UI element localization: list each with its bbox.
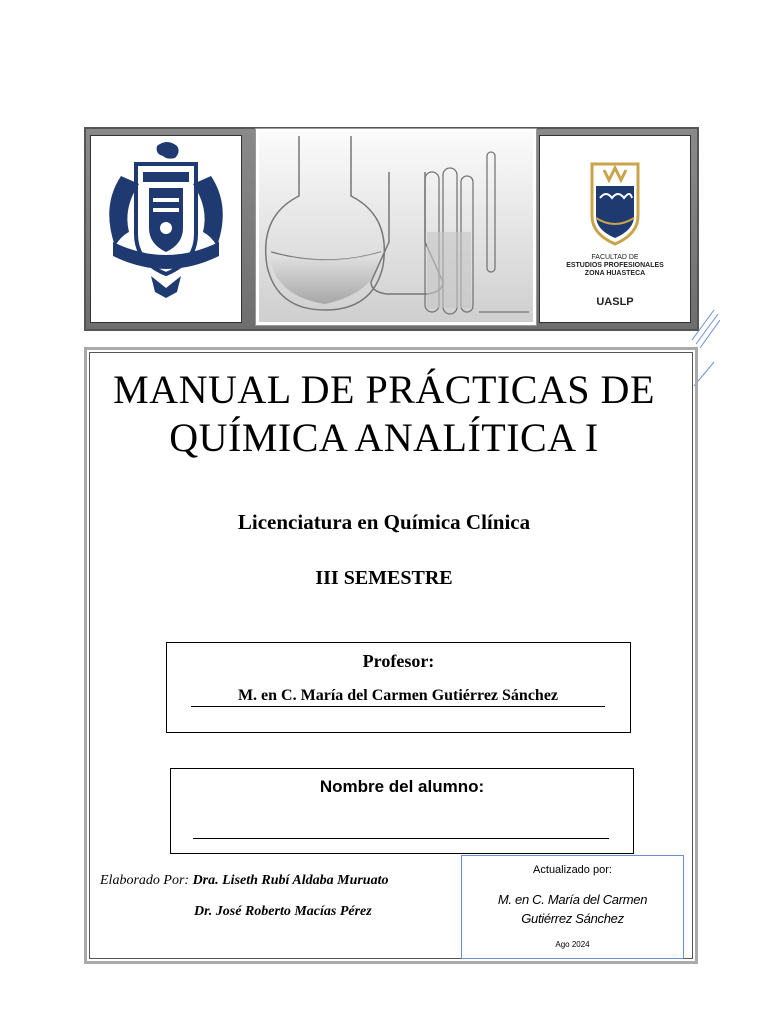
professor-name: M. en C. María del Carmen Gutiérrez Sánchez	[191, 687, 605, 707]
credits-label: Elaborado Por:	[100, 873, 190, 888]
university-crest-icon	[91, 136, 241, 322]
faculty-line-2: ESTUDIOS PROFESIONALES	[566, 262, 664, 269]
author-1: Dra. Liseth Rubí Aldaba Muruato	[192, 873, 389, 888]
faculty-shield-icon	[540, 136, 690, 246]
uaslp-label: UASLP	[596, 296, 634, 308]
professor-label: Profesor:	[362, 651, 435, 671]
laboratory-glassware-image	[256, 129, 536, 325]
updater-name-line-2: Gutiérrez Sánchez	[521, 911, 624, 926]
faculty-line-1: FACULTAD DE	[591, 254, 639, 261]
updater-name-line-1: M. en C. María del Carmen	[497, 892, 648, 907]
author-2: Dr. José Roberto Macías Pérez	[194, 904, 372, 919]
faculty-logo-panel	[539, 135, 691, 323]
title-line-1: MANUAL DE PRÁCTICAS DE	[113, 367, 655, 412]
faculty-line-3: ZONA HUASTECA	[584, 270, 646, 277]
student-box	[170, 768, 634, 854]
update-label: Actualizado por:	[533, 864, 612, 876]
credits-line-1	[100, 873, 388, 889]
faculty-name	[540, 254, 690, 278]
university-logo-panel	[90, 135, 242, 323]
semester-label: III SEMESTRE	[315, 567, 453, 589]
title-line-2: QUÍMICA ANALÍTICA I	[169, 415, 599, 460]
student-name-label: Nombre del alumno:	[319, 777, 485, 796]
update-box	[461, 855, 684, 959]
updater-name	[462, 890, 683, 928]
program-name: Licenciatura en Química Clínica	[237, 510, 531, 534]
student-name-line[interactable]	[193, 838, 609, 839]
update-date: Ago 2024	[555, 940, 590, 949]
header-banner	[84, 127, 699, 331]
document-title	[0, 366, 768, 462]
professor-box	[166, 642, 631, 733]
